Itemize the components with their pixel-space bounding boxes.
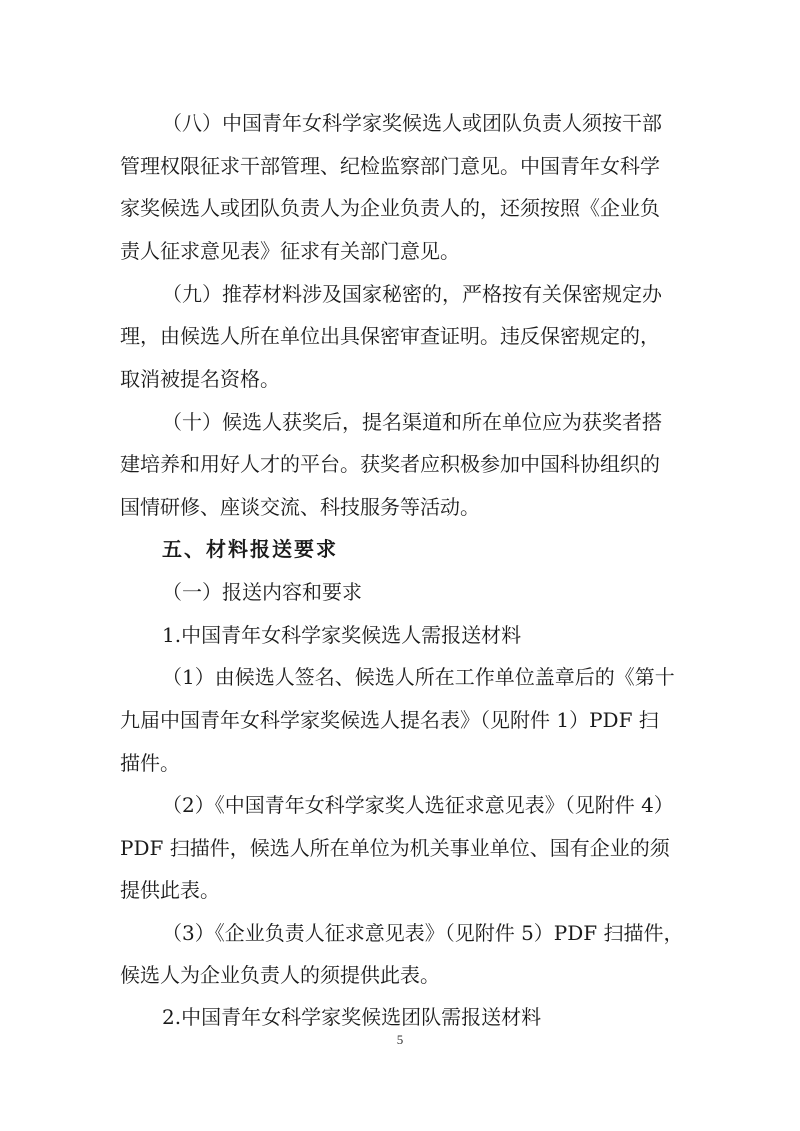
paragraph-8-line-1: （八）中国青年女科学家奖候选人或团队负责人须按干部 (162, 111, 662, 135)
paragraph-8-line-4: 责人征求意见表》征求有关部门意见。 (120, 239, 460, 263)
item-2-heading: 2.中国青年女科学家奖候选团队需报送材料 (162, 1005, 542, 1029)
paragraph-10-line-3: 国情研修、座谈交流、科技服务等活动。 (120, 495, 480, 519)
page-number: 5 (396, 1032, 404, 1047)
paragraph-9-line-3: 取消被提名资格。 (120, 367, 280, 391)
paragraph-10-line-1: （十）候选人获奖后，提名渠道和所在单位应为获奖者搭 (162, 410, 662, 434)
item-1-1-line-2: 九届中国青年女科学家奖候选人提名表》（见附件 1）PDF 扫 (120, 708, 659, 732)
paragraph-8-line-3: 家奖候选人或团队负责人为企业负责人的，还须按照《企业负 (120, 196, 660, 220)
item-1-2-line-1: （2）《中国青年女科学家奖人选征求意见表》（见附件 4） (162, 793, 674, 817)
item-1-2-line-2: PDF 扫描件，候选人所在单位为机关事业单位、国有企业的须 (120, 836, 670, 860)
paragraph-10-line-2: 建培养和用好人才的平台。获奖者应积极参加中国科协组织的 (120, 452, 660, 476)
item-1-heading: 1.中国青年女科学家奖候选人需报送材料 (162, 623, 522, 647)
item-1-3-line-2: 候选人为企业负责人的须提供此表。 (120, 963, 440, 987)
paragraph-8-line-2: 管理权限征求干部管理、纪检监察部门意见。中国青年女科学 (120, 154, 660, 178)
item-1-2-line-3: 提供此表。 (120, 878, 220, 902)
paragraph-9-line-1: （九）推荐材料涉及国家秘密的，严格按有关保密规定办 (162, 282, 662, 306)
section-5-heading: 五、材料报送要求 (162, 537, 338, 561)
item-1-1-line-1: （1）由候选人签名、候选人所在工作单位盖章后的《第十 (162, 665, 675, 689)
subsection-1-heading: （一）报送内容和要求 (162, 580, 362, 604)
item-1-3-line-1: （3）《企业负责人征求意见表》（见附件 5）PDF 扫描件， (162, 921, 684, 945)
paragraph-9-line-2: 理，由候选人所在单位出具保密审查证明。违反保密规定的， (120, 324, 660, 348)
item-1-1-line-3: 描件。 (120, 751, 180, 775)
